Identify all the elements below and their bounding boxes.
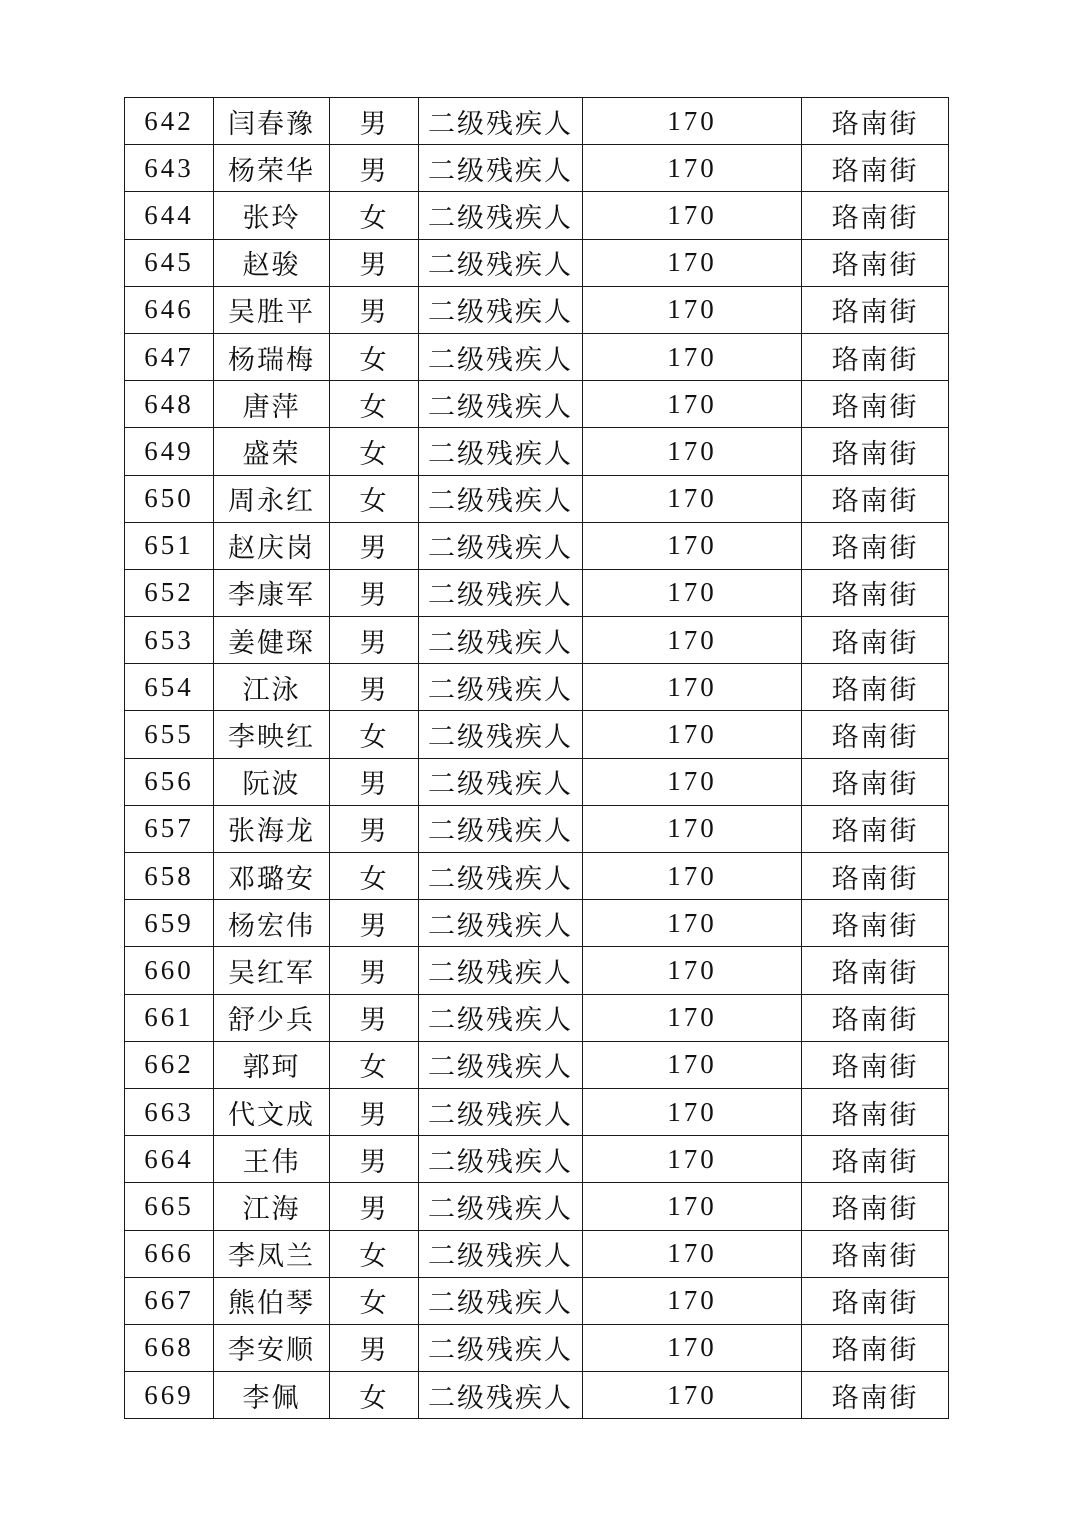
serial-number-cell: 666 bbox=[125, 1230, 214, 1277]
table-row bbox=[125, 1136, 949, 1183]
street-cell: 珞南街 bbox=[802, 239, 949, 286]
name-cell: 舒少兵 bbox=[214, 994, 330, 1041]
gender-cell: 男 bbox=[330, 1088, 419, 1135]
amount-cell: 170 bbox=[583, 381, 802, 428]
name-cell: 张玲 bbox=[214, 192, 330, 239]
disability-level-cell: 二级残疾人 bbox=[419, 805, 583, 852]
table-row bbox=[125, 145, 949, 192]
table-row bbox=[125, 1277, 949, 1324]
serial-number-cell: 642 bbox=[125, 98, 214, 145]
name-cell: 吴胜平 bbox=[214, 286, 330, 333]
disability-level-cell: 二级残疾人 bbox=[419, 428, 583, 475]
serial-number-cell: 660 bbox=[125, 947, 214, 994]
name-cell: 闫春豫 bbox=[214, 98, 330, 145]
name-cell: 张海龙 bbox=[214, 805, 330, 852]
amount-cell: 170 bbox=[583, 853, 802, 900]
amount-cell: 170 bbox=[583, 947, 802, 994]
gender-cell: 男 bbox=[330, 1324, 419, 1371]
gender-cell: 女 bbox=[330, 1372, 419, 1419]
table-row bbox=[125, 381, 949, 428]
gender-cell: 男 bbox=[330, 522, 419, 569]
name-cell: 盛荣 bbox=[214, 428, 330, 475]
serial-number-cell: 654 bbox=[125, 664, 214, 711]
serial-number-cell: 669 bbox=[125, 1372, 214, 1419]
amount-cell: 170 bbox=[583, 475, 802, 522]
name-cell: 江海 bbox=[214, 1183, 330, 1230]
name-cell: 王伟 bbox=[214, 1136, 330, 1183]
name-cell: 杨宏伟 bbox=[214, 900, 330, 947]
table-row bbox=[125, 1324, 949, 1371]
amount-cell: 170 bbox=[583, 617, 802, 664]
amount-cell: 170 bbox=[583, 1041, 802, 1088]
street-cell: 珞南街 bbox=[802, 664, 949, 711]
serial-number-cell: 656 bbox=[125, 758, 214, 805]
gender-cell: 男 bbox=[330, 98, 419, 145]
table-row bbox=[125, 758, 949, 805]
amount-cell: 170 bbox=[583, 1372, 802, 1419]
serial-number-cell: 652 bbox=[125, 569, 214, 616]
gender-cell: 男 bbox=[330, 145, 419, 192]
serial-number-cell: 664 bbox=[125, 1136, 214, 1183]
serial-number-cell: 644 bbox=[125, 192, 214, 239]
disability-level-cell: 二级残疾人 bbox=[419, 947, 583, 994]
street-cell: 珞南街 bbox=[802, 1372, 949, 1419]
table-row bbox=[125, 475, 949, 522]
gender-cell: 男 bbox=[330, 994, 419, 1041]
amount-cell: 170 bbox=[583, 145, 802, 192]
street-cell: 珞南街 bbox=[802, 853, 949, 900]
name-cell: 邓璐安 bbox=[214, 853, 330, 900]
serial-number-cell: 647 bbox=[125, 333, 214, 380]
street-cell: 珞南街 bbox=[802, 994, 949, 1041]
name-cell: 江泳 bbox=[214, 664, 330, 711]
name-cell: 赵庆岗 bbox=[214, 522, 330, 569]
serial-number-cell: 655 bbox=[125, 711, 214, 758]
table-row bbox=[125, 994, 949, 1041]
table-row bbox=[125, 522, 949, 569]
street-cell: 珞南街 bbox=[802, 333, 949, 380]
street-cell: 珞南街 bbox=[802, 475, 949, 522]
serial-number-cell: 667 bbox=[125, 1277, 214, 1324]
street-cell: 珞南街 bbox=[802, 569, 949, 616]
name-cell: 李佩 bbox=[214, 1372, 330, 1419]
name-cell: 郭珂 bbox=[214, 1041, 330, 1088]
disability-level-cell: 二级残疾人 bbox=[419, 758, 583, 805]
street-cell: 珞南街 bbox=[802, 1183, 949, 1230]
disability-level-cell: 二级残疾人 bbox=[419, 1324, 583, 1371]
gender-cell: 女 bbox=[330, 853, 419, 900]
gender-cell: 男 bbox=[330, 239, 419, 286]
gender-cell: 女 bbox=[330, 711, 419, 758]
table-row bbox=[125, 805, 949, 852]
serial-number-cell: 650 bbox=[125, 475, 214, 522]
table-row bbox=[125, 853, 949, 900]
name-cell: 唐萍 bbox=[214, 381, 330, 428]
serial-number-cell: 648 bbox=[125, 381, 214, 428]
amount-cell: 170 bbox=[583, 522, 802, 569]
table-row bbox=[125, 192, 949, 239]
street-cell: 珞南街 bbox=[802, 1088, 949, 1135]
table-body bbox=[125, 98, 949, 1419]
table-row bbox=[125, 947, 949, 994]
street-cell: 珞南街 bbox=[802, 947, 949, 994]
street-cell: 珞南街 bbox=[802, 758, 949, 805]
gender-cell: 男 bbox=[330, 758, 419, 805]
amount-cell: 170 bbox=[583, 569, 802, 616]
gender-cell: 女 bbox=[330, 428, 419, 475]
amount-cell: 170 bbox=[583, 758, 802, 805]
disability-level-cell: 二级残疾人 bbox=[419, 333, 583, 380]
gender-cell: 女 bbox=[330, 475, 419, 522]
street-cell: 珞南街 bbox=[802, 522, 949, 569]
name-cell: 李安顺 bbox=[214, 1324, 330, 1371]
disability-level-cell: 二级残疾人 bbox=[419, 1088, 583, 1135]
table-row bbox=[125, 900, 949, 947]
disability-level-cell: 二级残疾人 bbox=[419, 1372, 583, 1419]
recipient-table bbox=[124, 97, 949, 1419]
disability-level-cell: 二级残疾人 bbox=[419, 994, 583, 1041]
table-row bbox=[125, 1230, 949, 1277]
disability-level-cell: 二级残疾人 bbox=[419, 1277, 583, 1324]
table-row bbox=[125, 239, 949, 286]
name-cell: 赵骏 bbox=[214, 239, 330, 286]
street-cell: 珞南街 bbox=[802, 617, 949, 664]
street-cell: 珞南街 bbox=[802, 428, 949, 475]
table-row bbox=[125, 1372, 949, 1419]
gender-cell: 女 bbox=[330, 333, 419, 380]
serial-number-cell: 658 bbox=[125, 853, 214, 900]
name-cell: 李映红 bbox=[214, 711, 330, 758]
street-cell: 珞南街 bbox=[802, 286, 949, 333]
gender-cell: 男 bbox=[330, 900, 419, 947]
street-cell: 珞南街 bbox=[802, 1324, 949, 1371]
name-cell: 代文成 bbox=[214, 1088, 330, 1135]
name-cell: 李凤兰 bbox=[214, 1230, 330, 1277]
disability-level-cell: 二级残疾人 bbox=[419, 98, 583, 145]
disability-level-cell: 二级残疾人 bbox=[419, 286, 583, 333]
gender-cell: 男 bbox=[330, 1183, 419, 1230]
gender-cell: 男 bbox=[330, 286, 419, 333]
street-cell: 珞南街 bbox=[802, 1230, 949, 1277]
name-cell: 吴红军 bbox=[214, 947, 330, 994]
amount-cell: 170 bbox=[583, 1088, 802, 1135]
table-row bbox=[125, 664, 949, 711]
street-cell: 珞南街 bbox=[802, 1041, 949, 1088]
serial-number-cell: 663 bbox=[125, 1088, 214, 1135]
amount-cell: 170 bbox=[583, 286, 802, 333]
disability-level-cell: 二级残疾人 bbox=[419, 900, 583, 947]
name-cell: 李康军 bbox=[214, 569, 330, 616]
table-row bbox=[125, 1041, 949, 1088]
street-cell: 珞南街 bbox=[802, 1136, 949, 1183]
table-row bbox=[125, 569, 949, 616]
gender-cell: 女 bbox=[330, 192, 419, 239]
street-cell: 珞南街 bbox=[802, 192, 949, 239]
disability-level-cell: 二级残疾人 bbox=[419, 711, 583, 758]
amount-cell: 170 bbox=[583, 333, 802, 380]
table-row bbox=[125, 333, 949, 380]
serial-number-cell: 662 bbox=[125, 1041, 214, 1088]
disability-level-cell: 二级残疾人 bbox=[419, 664, 583, 711]
serial-number-cell: 646 bbox=[125, 286, 214, 333]
name-cell: 周永红 bbox=[214, 475, 330, 522]
disability-level-cell: 二级残疾人 bbox=[419, 1230, 583, 1277]
street-cell: 珞南街 bbox=[802, 805, 949, 852]
amount-cell: 170 bbox=[583, 994, 802, 1041]
gender-cell: 女 bbox=[330, 1230, 419, 1277]
table-row bbox=[125, 711, 949, 758]
name-cell: 阮波 bbox=[214, 758, 330, 805]
disability-level-cell: 二级残疾人 bbox=[419, 1183, 583, 1230]
gender-cell: 女 bbox=[330, 1277, 419, 1324]
serial-number-cell: 659 bbox=[125, 900, 214, 947]
disability-level-cell: 二级残疾人 bbox=[419, 145, 583, 192]
serial-number-cell: 643 bbox=[125, 145, 214, 192]
amount-cell: 170 bbox=[583, 805, 802, 852]
disability-level-cell: 二级残疾人 bbox=[419, 853, 583, 900]
serial-number-cell: 649 bbox=[125, 428, 214, 475]
street-cell: 珞南街 bbox=[802, 900, 949, 947]
street-cell: 珞南街 bbox=[802, 1277, 949, 1324]
disability-level-cell: 二级残疾人 bbox=[419, 381, 583, 428]
amount-cell: 170 bbox=[583, 1183, 802, 1230]
serial-number-cell: 653 bbox=[125, 617, 214, 664]
name-cell: 杨荣华 bbox=[214, 145, 330, 192]
amount-cell: 170 bbox=[583, 900, 802, 947]
disability-level-cell: 二级残疾人 bbox=[419, 569, 583, 616]
disability-level-cell: 二级残疾人 bbox=[419, 1136, 583, 1183]
table-row bbox=[125, 286, 949, 333]
disability-level-cell: 二级残疾人 bbox=[419, 522, 583, 569]
amount-cell: 170 bbox=[583, 428, 802, 475]
gender-cell: 男 bbox=[330, 664, 419, 711]
disability-level-cell: 二级残疾人 bbox=[419, 192, 583, 239]
amount-cell: 170 bbox=[583, 664, 802, 711]
serial-number-cell: 661 bbox=[125, 994, 214, 1041]
serial-number-cell: 665 bbox=[125, 1183, 214, 1230]
recipient-table-container bbox=[124, 97, 948, 1419]
gender-cell: 男 bbox=[330, 947, 419, 994]
name-cell: 姜健琛 bbox=[214, 617, 330, 664]
amount-cell: 170 bbox=[583, 1230, 802, 1277]
serial-number-cell: 651 bbox=[125, 522, 214, 569]
street-cell: 珞南街 bbox=[802, 145, 949, 192]
serial-number-cell: 645 bbox=[125, 239, 214, 286]
street-cell: 珞南街 bbox=[802, 98, 949, 145]
amount-cell: 170 bbox=[583, 98, 802, 145]
table-row bbox=[125, 1183, 949, 1230]
gender-cell: 男 bbox=[330, 617, 419, 664]
amount-cell: 170 bbox=[583, 239, 802, 286]
disability-level-cell: 二级残疾人 bbox=[419, 475, 583, 522]
table-row bbox=[125, 428, 949, 475]
gender-cell: 女 bbox=[330, 381, 419, 428]
table-row bbox=[125, 98, 949, 145]
table-row bbox=[125, 617, 949, 664]
disability-level-cell: 二级残疾人 bbox=[419, 239, 583, 286]
disability-level-cell: 二级残疾人 bbox=[419, 1041, 583, 1088]
gender-cell: 女 bbox=[330, 1041, 419, 1088]
name-cell: 杨瑞梅 bbox=[214, 333, 330, 380]
serial-number-cell: 668 bbox=[125, 1324, 214, 1371]
table-row bbox=[125, 1088, 949, 1135]
street-cell: 珞南街 bbox=[802, 711, 949, 758]
gender-cell: 男 bbox=[330, 1136, 419, 1183]
amount-cell: 170 bbox=[583, 1136, 802, 1183]
name-cell: 熊伯琴 bbox=[214, 1277, 330, 1324]
amount-cell: 170 bbox=[583, 1277, 802, 1324]
gender-cell: 男 bbox=[330, 805, 419, 852]
gender-cell: 男 bbox=[330, 569, 419, 616]
amount-cell: 170 bbox=[583, 192, 802, 239]
amount-cell: 170 bbox=[583, 1324, 802, 1371]
amount-cell: 170 bbox=[583, 711, 802, 758]
disability-level-cell: 二级残疾人 bbox=[419, 617, 583, 664]
serial-number-cell: 657 bbox=[125, 805, 214, 852]
street-cell: 珞南街 bbox=[802, 381, 949, 428]
